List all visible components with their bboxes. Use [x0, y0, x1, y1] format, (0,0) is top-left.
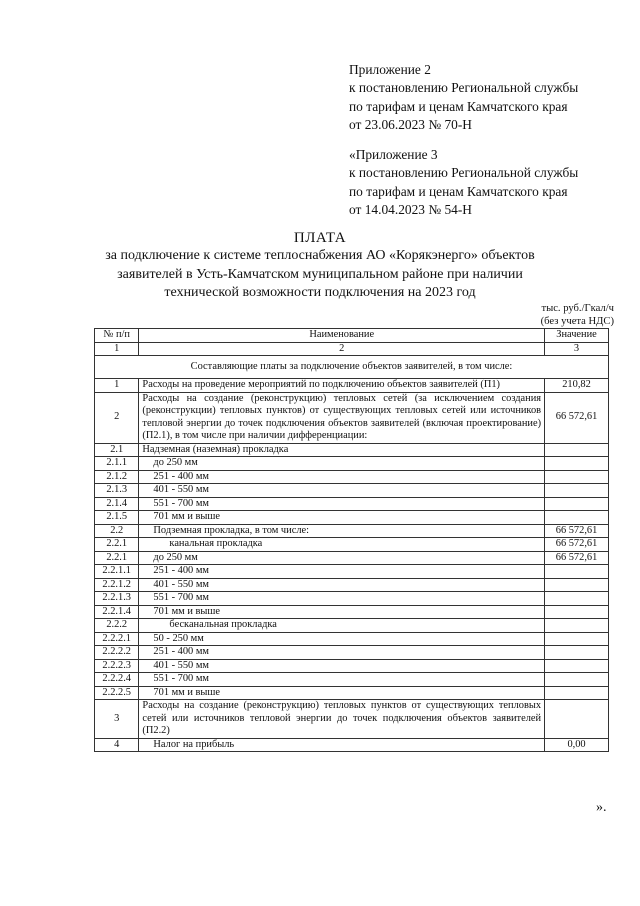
row-name-cell: до 250 мм: [139, 551, 545, 565]
row-number-cell: 2.2: [95, 524, 139, 538]
row-value-cell: [545, 578, 609, 592]
row-name-cell: 251 - 400 мм: [139, 470, 545, 484]
table-row: [95, 659, 609, 673]
row-number-cell: 2.1.2: [95, 470, 139, 484]
row-number-cell: 2.2.2.5: [95, 686, 139, 700]
table-row: [95, 565, 609, 579]
row-value-cell: [545, 700, 609, 739]
title-sub-line: технической возможности подключения на 2023 год: [164, 285, 476, 301]
appendix-header-2: [349, 146, 578, 220]
table-column-number-row: [95, 342, 609, 356]
row-name-cell: 50 - 250 мм: [139, 632, 545, 646]
table-row: [95, 379, 609, 393]
appendix-line: «Приложение 3: [349, 147, 438, 162]
header-cell-name: Наименование: [139, 329, 545, 343]
header-cell-number: № п/п: [95, 329, 139, 343]
table-row: [95, 524, 609, 538]
row-name-cell: Надземная (наземная) прокладка: [139, 443, 545, 457]
row-number-cell: 2.2.2: [95, 619, 139, 633]
table-row: [95, 632, 609, 646]
row-number-cell: 2.2.1.3: [95, 592, 139, 606]
table-section-row: [95, 356, 609, 379]
row-number-cell: 2: [95, 392, 139, 443]
table-row: [95, 686, 609, 700]
row-number-cell: 2.2.2.4: [95, 673, 139, 687]
appendix-line: к постановлению Региональной службы: [349, 165, 579, 181]
row-value-cell: 0,00: [545, 738, 609, 752]
row-name-cell: 401 - 550 мм: [139, 484, 545, 498]
table-row: [95, 646, 609, 660]
row-name-cell: 701 мм и выше: [139, 686, 545, 700]
table-row: [95, 592, 609, 606]
row-value-cell: [545, 484, 609, 498]
table-row: [95, 443, 609, 457]
appendix-line: от 23.06.2023 № 70-Н: [349, 117, 472, 133]
table-row: [95, 605, 609, 619]
appendix-header-1: [349, 61, 578, 135]
column-number-cell: 2: [139, 342, 545, 356]
table-row: [95, 484, 609, 498]
row-value-cell: 66 572,61: [545, 551, 609, 565]
row-name-cell: 401 - 550 мм: [139, 578, 545, 592]
row-value-cell: [545, 470, 609, 484]
header-cell-value: Значение: [545, 329, 609, 343]
units-line: (без учета НДС): [540, 316, 614, 327]
row-value-cell: 66 572,61: [545, 538, 609, 552]
table-row: [95, 511, 609, 525]
appendix-line: к постановлению Региональной службы: [349, 80, 579, 96]
table-row: [95, 738, 609, 752]
row-value-cell: [545, 511, 609, 525]
title-sub-line: за подключение к системе теплоснабжения АО «Корякэнерго» объектов: [105, 248, 535, 264]
column-number-cell: 1: [95, 342, 139, 356]
appendix-line: Приложение 2: [349, 62, 431, 77]
row-number-cell: 2.2.1.4: [95, 605, 139, 619]
column-number-cell: 3: [545, 342, 609, 356]
table-row: [95, 551, 609, 565]
row-name-cell: 551 - 700 мм: [139, 673, 545, 687]
row-name-cell: 401 - 550 мм: [139, 659, 545, 673]
table-row: [95, 619, 609, 633]
row-value-cell: 66 572,61: [545, 392, 609, 443]
row-value-cell: 210,82: [545, 379, 609, 393]
row-number-cell: 2.2.2.1: [95, 632, 139, 646]
row-name-cell: Подземная прокладка, в том числе:: [139, 524, 545, 538]
row-value-cell: [545, 659, 609, 673]
row-value-cell: [545, 443, 609, 457]
row-name-cell: канальная прокладка: [139, 538, 545, 552]
units-note: [541, 302, 614, 328]
title-sub-line: заявителей в Усть-Камчатском муниципальном районе при наличии: [117, 266, 523, 282]
row-value-cell: [545, 632, 609, 646]
row-name-cell: бесканальная прокладка: [139, 619, 545, 633]
table-row: [95, 470, 609, 484]
table-row: [95, 538, 609, 552]
table-row: [95, 392, 609, 443]
row-number-cell: 2.2.2.2: [95, 646, 139, 660]
row-number-cell: 2.1.5: [95, 511, 139, 525]
title-main: ПЛАТА: [293, 230, 347, 246]
closing-quote-mark: ».: [596, 800, 607, 815]
row-name-cell: 251 - 400 мм: [139, 646, 545, 660]
table-header-row: [95, 329, 609, 343]
row-number-cell: 3: [95, 700, 139, 739]
section-title-cell: Составляющие платы за подключение объектов заявителей, в том числе:: [95, 356, 609, 379]
row-number-cell: 2.2.1: [95, 538, 139, 552]
row-number-cell: 2.2.1.2: [95, 578, 139, 592]
row-number-cell: 4: [95, 738, 139, 752]
table-row: [95, 578, 609, 592]
document-title: [100, 229, 540, 303]
appendix-line: по тарифам и ценам Камчатского края: [349, 98, 568, 114]
row-value-cell: 66 572,61: [545, 524, 609, 538]
row-name-cell: 251 - 400 мм: [139, 565, 545, 579]
appendix-line: по тарифам и ценам Камчатского края: [349, 183, 568, 199]
row-name-cell: 701 мм и выше: [139, 605, 545, 619]
row-value-cell: [545, 686, 609, 700]
row-name-cell: 551 - 700 мм: [139, 497, 545, 511]
appendix-line: от 14.04.2023 № 54-Н: [349, 202, 472, 218]
row-name-cell: до 250 мм: [139, 457, 545, 471]
row-number-cell: 2.2.1: [95, 551, 139, 565]
row-number-cell: 2.2.1.1: [95, 565, 139, 579]
row-name-cell: Налог на прибыль: [139, 738, 545, 752]
tariff-table: [94, 328, 609, 752]
row-name-cell: 701 мм и выше: [139, 511, 545, 525]
row-number-cell: 2.2.2.3: [95, 659, 139, 673]
row-value-cell: [545, 592, 609, 606]
table-row: [95, 497, 609, 511]
row-value-cell: [545, 565, 609, 579]
table-row: [95, 457, 609, 471]
row-number-cell: 1: [95, 379, 139, 393]
row-name-cell: Расходы на создание (реконструкцию) тепловых сетей (за исключением создания (реконструкции) тепловых пунктов) от существующих тепловых сетей или источников тепловой энергии до точек подключения объектов заявителей (включая проектирование) (П2.1), в том числе при наличии дифференциации:: [139, 392, 545, 443]
row-number-cell: 2.1.3: [95, 484, 139, 498]
row-value-cell: [545, 457, 609, 471]
table-row: [95, 673, 609, 687]
row-value-cell: [545, 605, 609, 619]
row-name-cell: 551 - 700 мм: [139, 592, 545, 606]
row-number-cell: 2.1.1: [95, 457, 139, 471]
row-number-cell: 2.1: [95, 443, 139, 457]
row-value-cell: [545, 646, 609, 660]
row-name-cell: Расходы на создание (реконструкцию) тепловых пунктов от существующих тепловых сетей или источников тепловой энергии до точек подключения объектов заявителей (П2.2): [139, 700, 545, 739]
row-value-cell: [545, 497, 609, 511]
row-name-cell: Расходы на проведение мероприятий по подключению объектов заявителей (П1): [139, 379, 545, 393]
units-line: тыс. руб./Гкал/ч: [541, 303, 614, 314]
row-number-cell: 2.1.4: [95, 497, 139, 511]
table-row: [95, 700, 609, 739]
row-value-cell: [545, 619, 609, 633]
row-value-cell: [545, 673, 609, 687]
